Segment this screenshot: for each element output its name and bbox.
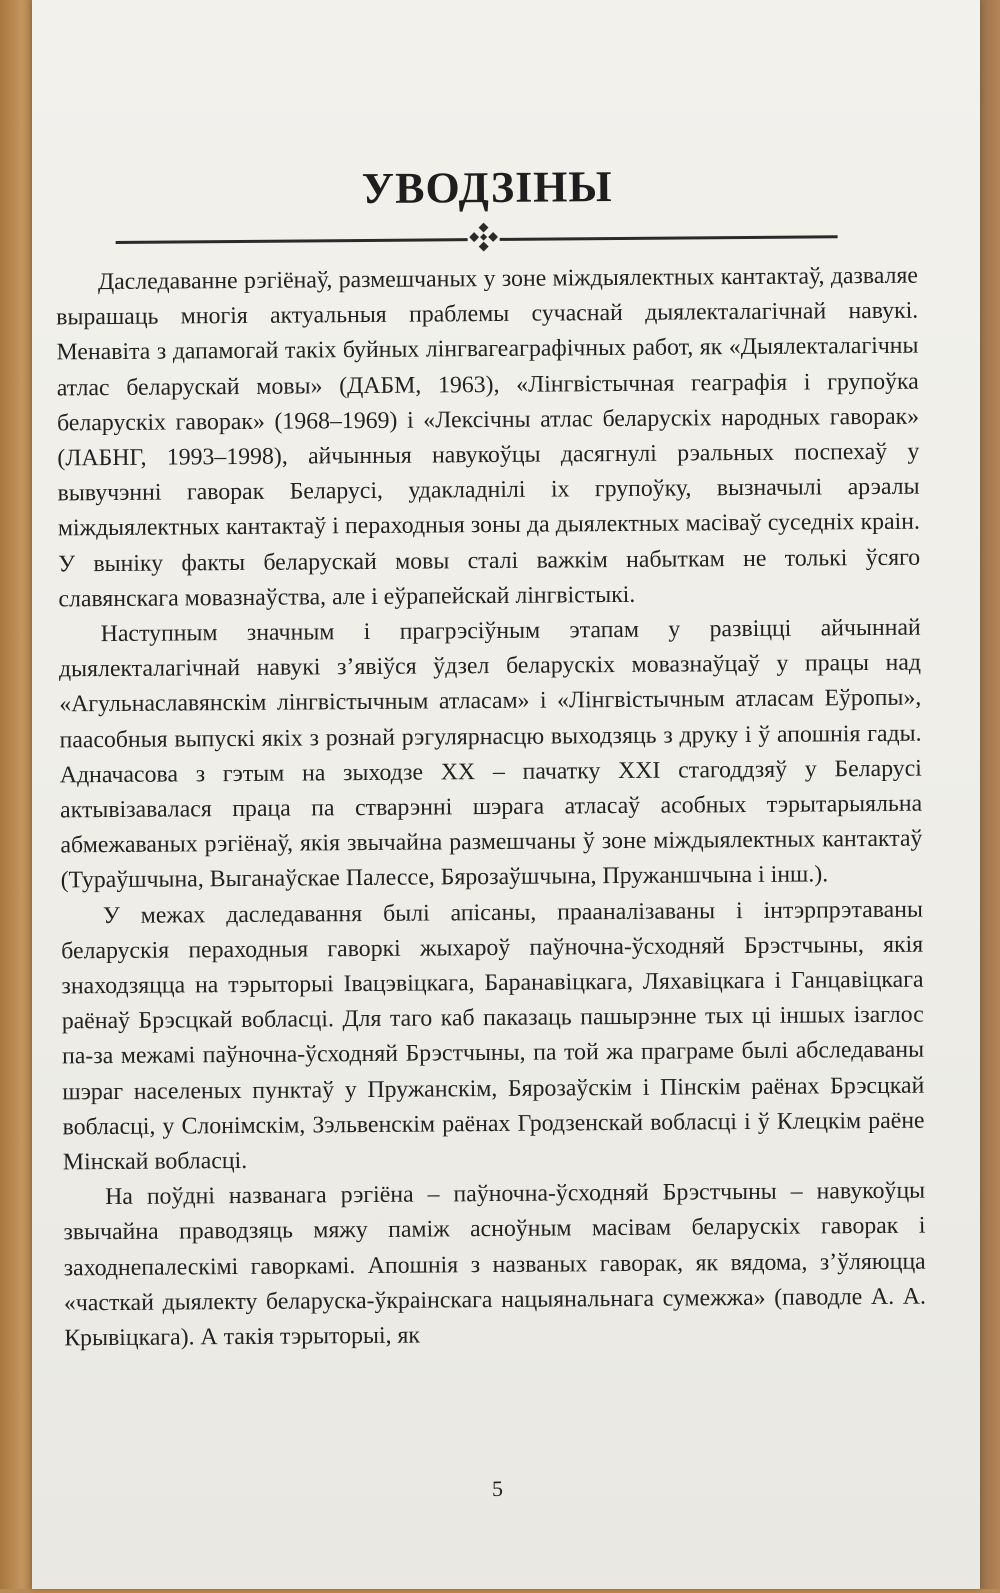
paragraph-1: Даследаванне рэгіёнаў, размешчаных у зоне міждыялектных кантактаў, дазваляе вырашаць многія актуальныя праблемы сучаснай дыялекталагічнай навукі. Менавіта з дапамогай такіх буйных лінгвагеаграфічных работ, як «Дыялекталагічны атлас беларускай мовы» (ДАБМ, 1963), «Лінгвістычная геаграфія і групоўка беларускіх гаворак» (1968–1969) і «Лексічны атлас беларускіх народных гаворак» (ЛАБНГ, 1993–1998), айчынныя навукоўцы дасягнулі рэальных поспехаў у вывучэнні гаворак Беларусі, удакладнілі іх групоўку, вызначылі арэалы міждыялектных кантактаў і пераходныя зоны да дыялектных масіваў суседніх краін. У выніку факты беларускай мовы сталі важкім набыткам не толькі ўсяго славянскага мовазнаўства, але і еўрапейскай лінгвістыкі.: [56, 262, 921, 613]
diamond-cross-ornament-icon: [470, 222, 498, 252]
page-number: 5: [491, 1475, 504, 1502]
title-rule-right: [500, 235, 838, 241]
title-rule-left: [116, 238, 468, 244]
paragraph-3: У межах даследавання былі апісаны, прааналізаваны і інтэрпрэтаваны беларускія пераходныя гаворкі жыхароў паўночна-ўсходняй Брэстчыны, якія знаходзяцца на тэрыторыі Івацэвіцкага, Баранавіцкага, Ляхавіцкага і Ганцавіцкага раёнаў Брэсцкай вобласці. Для таго каб паказаць пашырэнне тых ці іншых ізаглос па-за межамі паўночна-ўсходняй Брэстчыны, па той жа праграме былі абследаваны шэраг населеных пунктаў у Пружанскім, Бярозаўскім і Пінскім раёнах Брэсцкай вобласці, у Слонімскім, Зэльвенскім раёнах Гродзенскай вобласці і ў Клецкім раёне Мінскай вобласці.: [61, 896, 925, 1176]
paragraph-4: На поўдні названага рэгіёна – паўночна-ўсходняй Брэстчыны – навукоўцы звычайна праводзяць мяжу паміж асноўным масівам беларускіх гаворак і заходнепалескімі гаворкамі. Апошнія з названых гаворак, як вядома, з’ўляюцца «часткай дыялекту беларуска-ўкраінскага нацыянальнага сумежжа» (паводле А. А. Крывіцкага). А такія тэрыторыі, як: [63, 1177, 927, 1352]
chapter-title: УВОДЗІНЫ: [361, 162, 613, 214]
page-content: [36, 0, 948, 1593]
paragraph-2: Наступным значным і прагрэсіўным этапам у развіцці айчыннай дыялекталагічнай навукі з’явіўся ўдзел беларускіх мовазнаўцаў у працы над «Агульнаславянскім лінгвістычным атласам» і «Лінгвістычным атласам Еўропы», паасобныя выпускі якіх з рознай рэгулярнасцю выходзяць з друку і ў апошнія гады. Адначасова з гэтым на зыходзе XX – пачатку XXI стагоддзяў у Беларусі актывізавалася праца па стварэнні шэрага атласаў асобных тэрытарыяльна абмежаваных рэгіёнаў, якія звычайна размешчаны ў зоне міждыялектных кантактаў (Тураўшчына, Выганаўскае Палессе, Бярозаўшчына, Пружаншчына і інш.).: [58, 614, 923, 894]
book-page: [32, 0, 980, 1589]
body-text: [56, 259, 927, 1357]
